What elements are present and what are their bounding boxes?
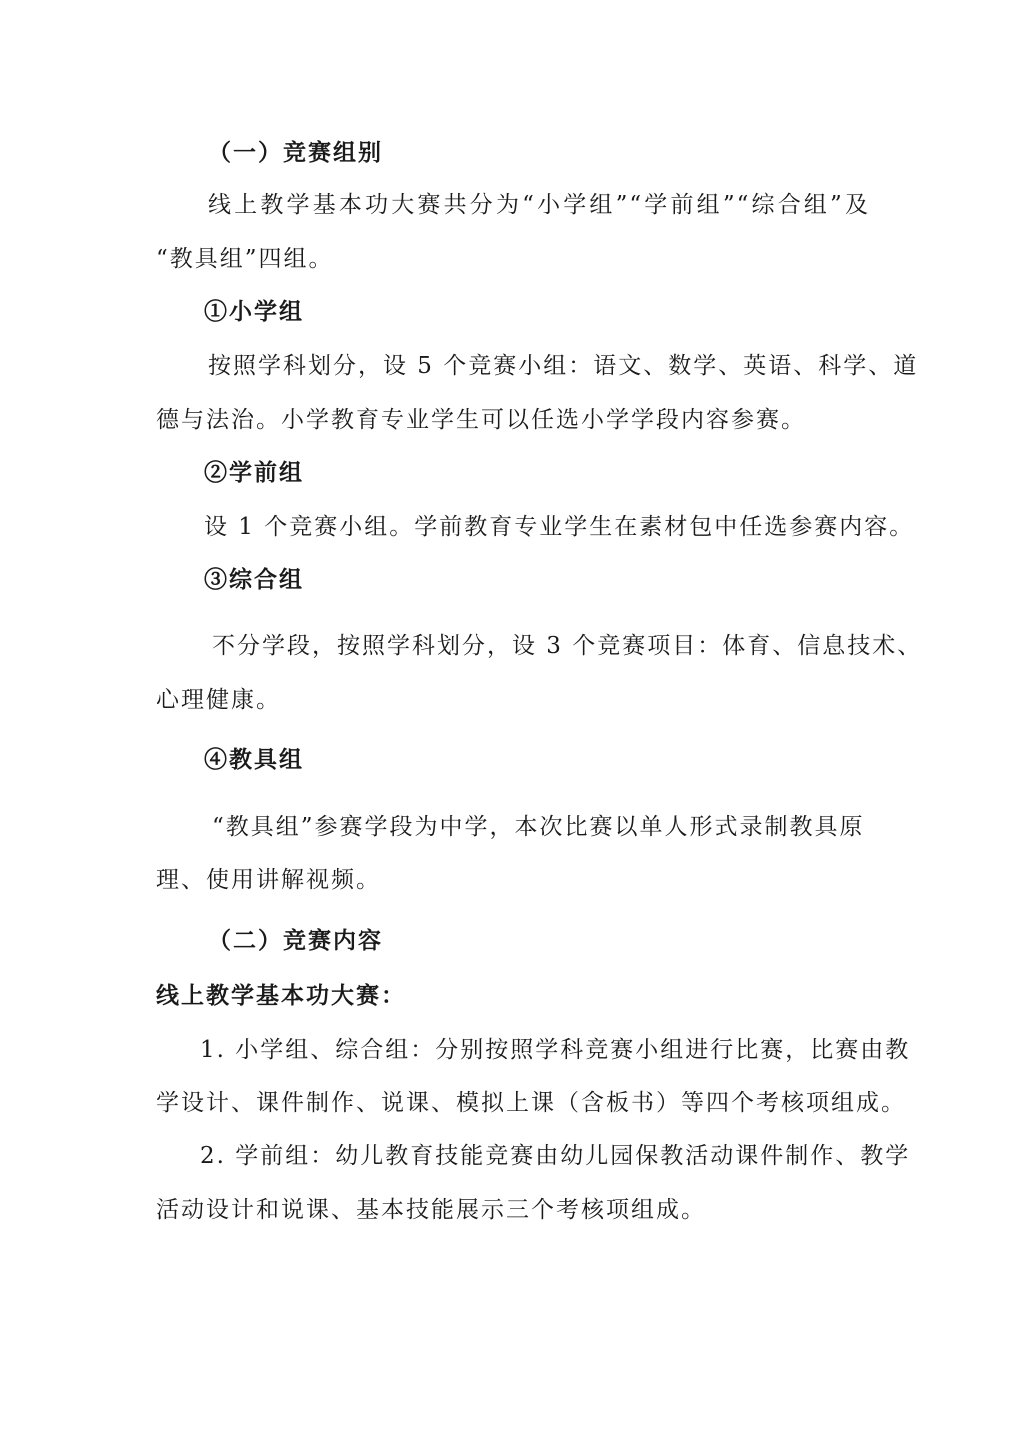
group-primary-line-1: 按照学科划分，设 5 个竞赛小组：语文、数学、英语、科学、道 [208, 353, 919, 379]
section2-subheading: 线上教学基本功大赛： [156, 982, 406, 1009]
content-item-1-line-1: 1. 小学组、综合组：分别按照学科竞赛小组进行比赛，比赛由教 [200, 1037, 911, 1063]
group-preschool-line-1: 设 1 个竞赛小组。学前教育专业学生在素材包中任选参赛内容。 [204, 514, 915, 540]
group-comprehensive-line-1: 不分学段，按照学科划分，设 3 个竞赛项目：体育、信息技术、 [212, 633, 923, 659]
intro-line-1: 线上教学基本功大赛共分为“小学组”“学前组”“综合组”及 [208, 192, 870, 218]
group-teaching-aids-line-1: “教具组”参赛学段为中学，本次比赛以单人形式录制教具原 [212, 814, 865, 840]
group-teaching-aids-line-2: 理、使用讲解视频。 [156, 867, 381, 893]
content-item-2-line-1: 2. 学前组：幼儿教育技能竞赛由幼儿园保教活动课件制作、教学 [200, 1143, 911, 1169]
intro-line-2: “教具组”四组。 [156, 246, 334, 272]
group-primary-line-2: 德与法治。小学教育专业学生可以任选小学学段内容参赛。 [156, 407, 806, 433]
group-title-teaching-aids: ④教具组 [204, 746, 304, 773]
group-title-primary: ①小学组 [204, 298, 304, 325]
content-item-1-line-2: 学设计、课件制作、说课、模拟上课（含板书）等四个考核项组成。 [156, 1090, 906, 1116]
section-heading-1: （一）竞赛组别 [208, 139, 383, 166]
group-comprehensive-line-2: 心理健康。 [156, 687, 281, 713]
section-heading-2: （二）竞赛内容 [208, 927, 383, 954]
group-title-comprehensive: ③综合组 [204, 566, 304, 593]
content-item-2-line-2: 活动设计和说课、基本技能展示三个考核项组成。 [156, 1197, 706, 1223]
group-title-preschool: ②学前组 [204, 459, 304, 486]
